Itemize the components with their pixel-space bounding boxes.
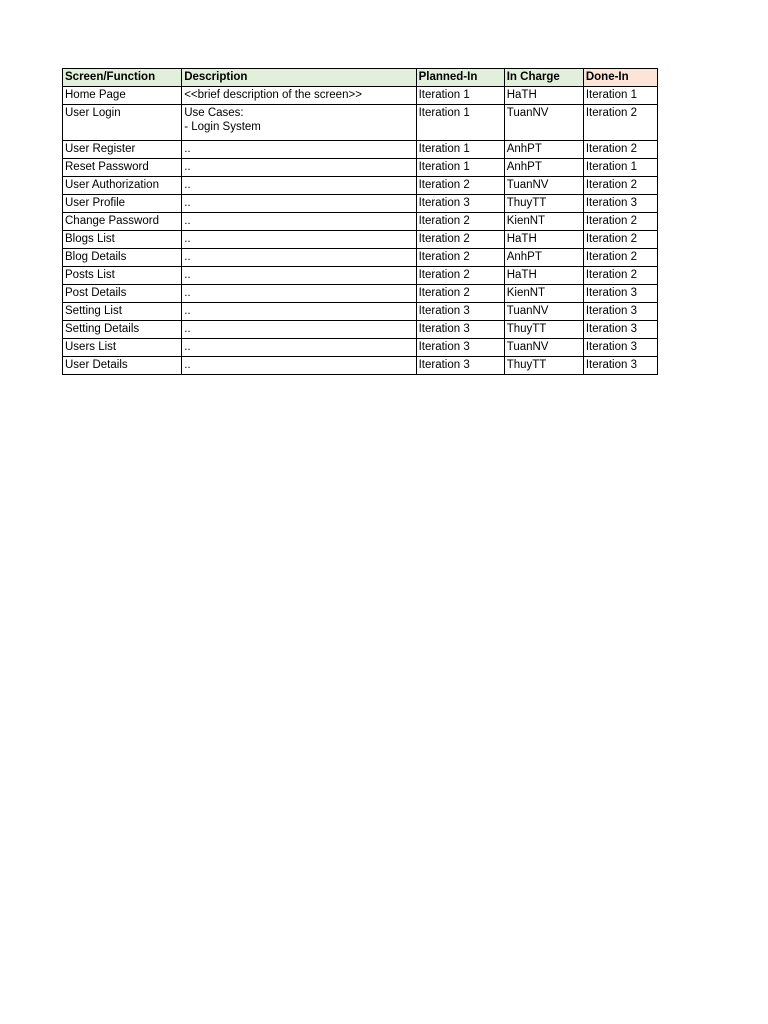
cell-in-charge[interactable]: HaTH <box>504 87 583 105</box>
cell-description[interactable]: .. <box>182 231 416 249</box>
cell-planned-in[interactable]: Iteration 3 <box>416 195 504 213</box>
cell-function[interactable]: Users List <box>63 339 182 357</box>
cell-function[interactable]: User Authorization <box>63 177 182 195</box>
cell-function[interactable]: User Login <box>63 105 182 141</box>
header-row <box>63 69 658 87</box>
table-row <box>63 303 658 321</box>
cell-done-in[interactable]: Iteration 1 <box>583 159 657 177</box>
cell-done-in[interactable]: Iteration 2 <box>583 177 657 195</box>
cell-planned-in[interactable]: Iteration 2 <box>416 231 504 249</box>
table-row <box>63 267 658 285</box>
cell-in-charge[interactable]: TuanNV <box>504 177 583 195</box>
cell-planned-in[interactable]: Iteration 3 <box>416 321 504 339</box>
cell-function[interactable]: Setting List <box>63 303 182 321</box>
cell-planned-in[interactable]: Iteration 3 <box>416 303 504 321</box>
cell-done-in[interactable]: Iteration 2 <box>583 249 657 267</box>
header-description[interactable]: Description <box>182 69 416 87</box>
cell-description[interactable]: .. <box>182 303 416 321</box>
table-row <box>63 105 658 141</box>
header-in-charge[interactable]: In Charge <box>504 69 583 87</box>
header-planned-in[interactable]: Planned-In <box>416 69 504 87</box>
header-screen-function[interactable]: Screen/Function <box>63 69 182 87</box>
cell-done-in[interactable]: Iteration 3 <box>583 339 657 357</box>
cell-done-in[interactable]: Iteration 2 <box>583 105 657 141</box>
cell-planned-in[interactable]: Iteration 1 <box>416 87 504 105</box>
cell-function[interactable]: Post Details <box>63 285 182 303</box>
cell-description[interactable]: .. <box>182 141 416 159</box>
table-row <box>63 159 658 177</box>
cell-planned-in[interactable]: Iteration 2 <box>416 177 504 195</box>
cell-function[interactable]: Home Page <box>63 87 182 105</box>
cell-done-in[interactable]: Iteration 2 <box>583 267 657 285</box>
cell-in-charge[interactable]: HaTH <box>504 231 583 249</box>
cell-planned-in[interactable]: Iteration 1 <box>416 105 504 141</box>
cell-in-charge[interactable]: ThuyTT <box>504 357 583 375</box>
cell-description[interactable]: <<brief description of the screen>> <box>182 87 416 105</box>
cell-description[interactable]: .. <box>182 285 416 303</box>
cell-in-charge[interactable]: TuanNV <box>504 105 583 141</box>
table-row <box>63 177 658 195</box>
cell-done-in[interactable]: Iteration 3 <box>583 321 657 339</box>
cell-description[interactable]: .. <box>182 249 416 267</box>
cell-in-charge[interactable]: KienNT <box>504 213 583 231</box>
cell-function[interactable]: Posts List <box>63 267 182 285</box>
iteration-plan-table <box>62 68 658 375</box>
table-row <box>63 195 658 213</box>
cell-in-charge[interactable]: AnhPT <box>504 249 583 267</box>
cell-description[interactable]: .. <box>182 213 416 231</box>
cell-description[interactable]: .. <box>182 177 416 195</box>
cell-done-in[interactable]: Iteration 3 <box>583 303 657 321</box>
cell-function[interactable]: User Profile <box>63 195 182 213</box>
cell-planned-in[interactable]: Iteration 1 <box>416 141 504 159</box>
cell-function[interactable]: Blogs List <box>63 231 182 249</box>
cell-in-charge[interactable]: AnhPT <box>504 159 583 177</box>
cell-done-in[interactable]: Iteration 2 <box>583 213 657 231</box>
cell-description[interactable]: .. <box>182 339 416 357</box>
cell-done-in[interactable]: Iteration 3 <box>583 195 657 213</box>
cell-planned-in[interactable]: Iteration 2 <box>416 249 504 267</box>
cell-done-in[interactable]: Iteration 3 <box>583 357 657 375</box>
table-row <box>63 357 658 375</box>
table-row <box>63 141 658 159</box>
table-row <box>63 339 658 357</box>
cell-planned-in[interactable]: Iteration 1 <box>416 159 504 177</box>
cell-function[interactable]: Blog Details <box>63 249 182 267</box>
cell-in-charge[interactable]: AnhPT <box>504 141 583 159</box>
cell-planned-in[interactable]: Iteration 2 <box>416 267 504 285</box>
cell-function[interactable]: User Details <box>63 357 182 375</box>
table-row <box>63 231 658 249</box>
cell-function[interactable]: User Register <box>63 141 182 159</box>
cell-in-charge[interactable]: TuanNV <box>504 339 583 357</box>
cell-in-charge[interactable]: ThuyTT <box>504 195 583 213</box>
cell-planned-in[interactable]: Iteration 2 <box>416 285 504 303</box>
cell-description[interactable]: .. <box>182 321 416 339</box>
spreadsheet-sheet <box>62 68 658 375</box>
cell-planned-in[interactable]: Iteration 3 <box>416 339 504 357</box>
table-row <box>63 87 658 105</box>
table-row <box>63 321 658 339</box>
table-row <box>63 285 658 303</box>
cell-description[interactable]: .. <box>182 267 416 285</box>
cell-in-charge[interactable]: TuanNV <box>504 303 583 321</box>
cell-done-in[interactable]: Iteration 3 <box>583 285 657 303</box>
cell-done-in[interactable]: Iteration 2 <box>583 141 657 159</box>
cell-in-charge[interactable]: KienNT <box>504 285 583 303</box>
cell-planned-in[interactable]: Iteration 3 <box>416 357 504 375</box>
cell-done-in[interactable]: Iteration 2 <box>583 231 657 249</box>
cell-function[interactable]: Setting Details <box>63 321 182 339</box>
header-done-in[interactable]: Done-In <box>583 69 657 87</box>
cell-done-in[interactable]: Iteration 1 <box>583 87 657 105</box>
cell-description[interactable]: .. <box>182 195 416 213</box>
cell-function[interactable]: Change Password <box>63 213 182 231</box>
cell-in-charge[interactable]: ThuyTT <box>504 321 583 339</box>
cell-description[interactable]: .. <box>182 357 416 375</box>
table-row <box>63 249 658 267</box>
cell-in-charge[interactable]: HaTH <box>504 267 583 285</box>
cell-planned-in[interactable]: Iteration 2 <box>416 213 504 231</box>
cell-description[interactable]: Use Cases: - Login System <box>182 105 416 141</box>
cell-function[interactable]: Reset Password <box>63 159 182 177</box>
cell-description[interactable]: .. <box>182 159 416 177</box>
table-row <box>63 213 658 231</box>
